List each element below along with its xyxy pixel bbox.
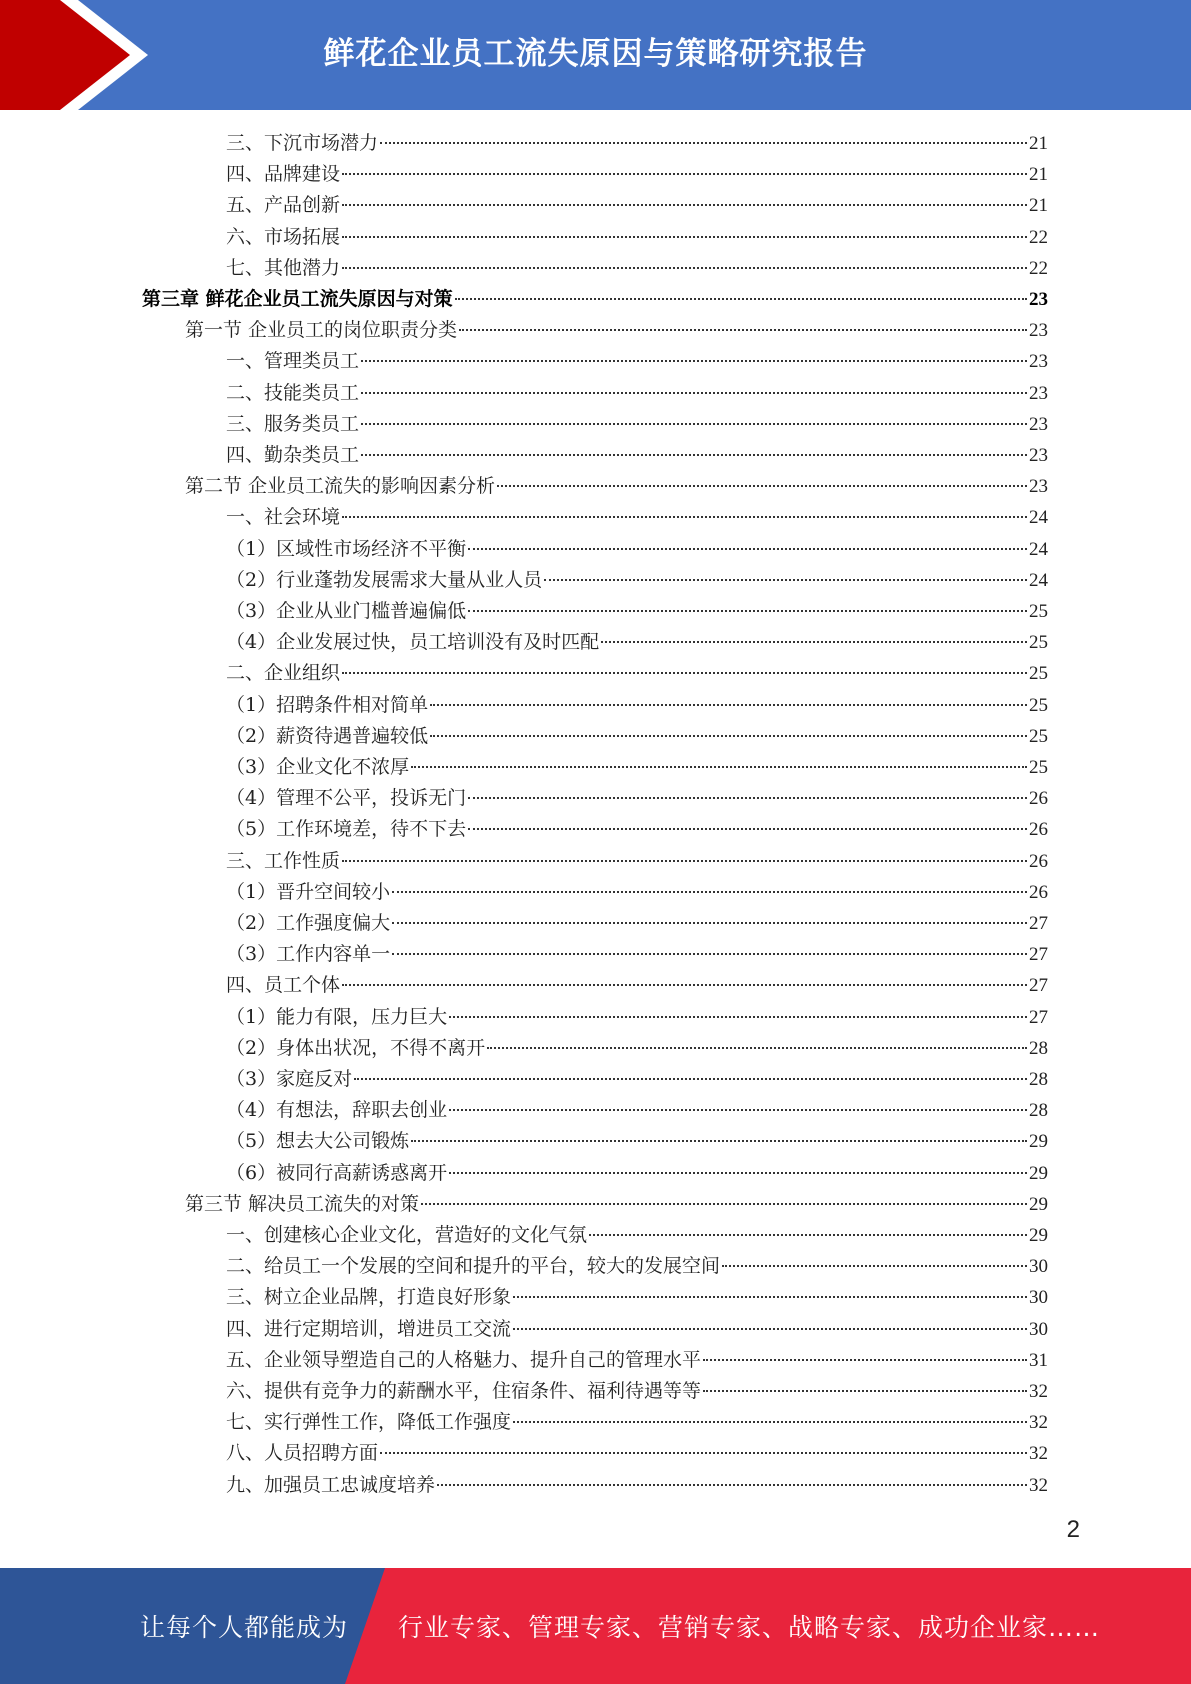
toc-entry-page: 32 (1029, 1412, 1048, 1434)
toc-dot-leader (361, 392, 1027, 394)
toc-dot-leader (342, 672, 1027, 674)
toc-entry[interactable] (226, 1438, 1048, 1469)
toc-entry[interactable] (226, 222, 1048, 253)
toc-entry[interactable] (226, 1407, 1048, 1438)
toc-dot-leader (392, 891, 1027, 893)
toc-entry-title: 四、勤杂类员工 (226, 444, 360, 466)
toc-dot-leader (342, 236, 1027, 238)
toc-dot-leader (342, 984, 1027, 986)
toc-entry-page: 23 (1029, 413, 1048, 435)
toc-dot-leader (342, 267, 1027, 269)
toc-entry-title: 第一节 企业员工的岗位职责分类 (185, 319, 458, 342)
toc-entry-title: 三、树立企业品牌，打造良好形象 (226, 1286, 512, 1309)
toc-entry-title: 六、提供有竞争力的薪酬水平，住宿条件、福利待遇等等 (226, 1380, 702, 1402)
toc-dot-leader (601, 641, 1027, 643)
toc-dot-leader (430, 704, 1027, 706)
toc-entry[interactable] (226, 1064, 1048, 1095)
toc-dot-leader (392, 922, 1027, 924)
toc-dot-leader (354, 1078, 1027, 1080)
toc-dot-leader (722, 1265, 1027, 1267)
toc-dot-leader (497, 485, 1027, 487)
toc-entry[interactable] (185, 1189, 1048, 1220)
toc-entry-title: （5）想去大公司锻炼 (226, 1130, 410, 1153)
toc-dot-leader (421, 1203, 1027, 1205)
toc-entry[interactable] (226, 814, 1048, 845)
toc-entry-page: 26 (1029, 881, 1048, 903)
toc-entry-page: 25 (1029, 601, 1048, 622)
page-header (0, 0, 1191, 110)
toc-dot-leader (513, 1421, 1027, 1423)
toc-entry[interactable] (226, 1158, 1048, 1189)
toc-entry-page: 32 (1029, 1443, 1048, 1465)
toc-entry-title: （3）企业文化不浓厚 (226, 756, 410, 778)
toc-entry[interactable] (226, 502, 1048, 533)
toc-entry-page: 25 (1029, 694, 1048, 716)
toc-entry[interactable] (226, 346, 1048, 377)
toc-dot-leader (703, 1359, 1027, 1361)
toc-dot-leader (455, 298, 1027, 300)
toc-dot-leader (468, 828, 1027, 830)
toc-entry[interactable] (226, 1376, 1048, 1407)
toc-entry-title: （4）有想法，辞职去创业 (226, 1099, 448, 1122)
toc-entry-title: （5）工作环境差，待不下去 (226, 818, 467, 841)
toc-entry[interactable] (226, 752, 1048, 783)
toc-entry[interactable] (226, 1251, 1048, 1282)
toc-entry-page: 23 (1029, 289, 1048, 310)
toc-dot-leader (342, 516, 1027, 518)
toc-entry-page: 25 (1029, 663, 1048, 685)
toc-entry-page: 29 (1029, 1225, 1048, 1246)
toc-entry-page: 25 (1029, 725, 1048, 747)
toc-entry-title: （3）工作内容单一 (226, 943, 391, 966)
toc-entry[interactable] (226, 1095, 1048, 1126)
toc-entry-title: 二、技能类员工 (226, 381, 360, 404)
document-title: 鲜花企业员工流失原因与策略研究报告 (323, 36, 868, 72)
toc-entry-page: 23 (1029, 351, 1048, 373)
toc-entry-title: 三、工作性质 (226, 849, 341, 872)
toc-entry-title: （3）企业从业门槛普遍偏低 (226, 600, 467, 622)
toc-entry[interactable] (226, 908, 1048, 939)
toc-entry-page: 25 (1029, 632, 1048, 654)
page-footer (0, 1568, 1191, 1684)
toc-entry-title: （4）企业发展过快，员工培训没有及时匹配 (226, 631, 600, 654)
toc-entry[interactable] (226, 1002, 1048, 1033)
toc-entry-page: 24 (1029, 569, 1048, 591)
toc-entry-title: （2）身体出状况，不得不离开 (226, 1036, 486, 1059)
toc-entry[interactable] (185, 315, 1048, 346)
toc-entry-page: 28 (1029, 1037, 1048, 1059)
toc-entry-title: 七、其他潜力 (226, 256, 341, 279)
toc-entry-title: 七、实行弹性工作，降低工作强度 (226, 1411, 512, 1434)
toc-entry-title: 一、社会环境 (226, 506, 341, 529)
toc-entry-title: 一、创建核心企业文化，营造好的文化气氛 (226, 1224, 588, 1246)
toc-entry[interactable] (226, 721, 1048, 752)
toc-entry-page: 25 (1029, 757, 1048, 778)
toc-entry[interactable] (226, 409, 1048, 440)
page-number: 2 (1066, 1516, 1080, 1543)
toc-dot-leader (589, 1234, 1027, 1236)
toc-dot-leader (380, 1452, 1027, 1454)
toc-dot-leader (411, 1140, 1027, 1142)
toc-entry-title: （3）家庭反对 (226, 1068, 353, 1090)
toc-entry-page: 27 (1029, 975, 1048, 997)
toc-entry-title: （2）工作强度偏大 (226, 912, 391, 934)
toc-dot-leader (449, 1172, 1027, 1174)
toc-entry[interactable] (185, 471, 1048, 502)
toc-entry[interactable] (226, 1470, 1048, 1501)
toc-entry[interactable] (226, 190, 1048, 221)
toc-entry[interactable] (226, 1314, 1048, 1345)
toc-entry-page: 30 (1029, 1318, 1048, 1340)
toc-entry-page: 24 (1029, 507, 1048, 529)
toc-entry-title: （2）薪资待遇普遍较低 (226, 724, 429, 747)
toc-entry-title: 五、企业领导塑造自己的人格魅力、提升自己的管理水平 (226, 1348, 702, 1371)
toc-dot-leader (468, 548, 1027, 550)
toc-entry-page: 22 (1029, 257, 1048, 279)
toc-entry[interactable] (226, 596, 1048, 627)
toc-entry-page: 28 (1029, 1069, 1048, 1090)
toc-dot-leader (449, 1016, 1027, 1018)
toc-entry-page: 26 (1029, 819, 1048, 841)
toc-entry-title: 第三节 解决员工流失的对策 (185, 1192, 420, 1215)
toc-dot-leader (361, 454, 1027, 456)
toc-entry-title: 一、管理类员工 (226, 350, 360, 373)
toc-entry-page: 31 (1029, 1349, 1048, 1371)
toc-entry-page: 29 (1029, 1193, 1048, 1215)
toc-dot-leader (513, 1328, 1027, 1330)
toc-entry-title: 第三章 鲜花企业员工流失原因与对策 (142, 288, 453, 310)
toc-entry-title: （2）行业蓬勃发展需求大量从业人员 (226, 568, 543, 591)
toc-entry-title: 九、加强员工忠诚度培养 (226, 1473, 436, 1496)
toc-dot-leader (513, 1296, 1027, 1298)
toc-entry-page: 23 (1029, 382, 1048, 404)
toc-entry[interactable] (226, 1220, 1048, 1251)
toc-entry[interactable] (226, 1126, 1048, 1157)
toc-dot-leader (361, 423, 1027, 425)
toc-dot-leader (703, 1390, 1027, 1392)
toc-entry-page: 29 (1029, 1131, 1048, 1153)
toc-entry-page: 21 (1029, 133, 1048, 154)
toc-entry[interactable] (226, 534, 1048, 565)
toc-entry-page: 21 (1029, 195, 1048, 217)
toc-entry-page: 30 (1029, 1256, 1048, 1278)
toc-entry[interactable] (226, 128, 1048, 159)
toc-entry[interactable] (226, 970, 1048, 1001)
toc-dot-leader (361, 360, 1027, 362)
toc-entry-title: 四、品牌建设 (226, 163, 341, 186)
toc-entry-title: （1）区域性市场经济不平衡 (226, 537, 467, 560)
toc-entry-page: 21 (1029, 164, 1048, 186)
toc-entry-title: 五、产品创新 (226, 194, 341, 217)
toc-entry[interactable] (226, 565, 1048, 596)
toc-entry-title: 二、企业组织 (226, 662, 341, 685)
toc-entry[interactable] (226, 1033, 1048, 1064)
toc-entry[interactable] (226, 440, 1048, 471)
toc-entry-title: 二、给员工一个发展的空间和提升的平台，较大的发展空间 (226, 1255, 721, 1278)
toc-entry[interactable] (226, 939, 1048, 970)
toc-entry[interactable] (226, 159, 1048, 190)
toc-entry-page: 22 (1029, 226, 1048, 248)
toc-entry-page: 28 (1029, 1100, 1048, 1122)
footer-slogan-right: 行业专家、管理专家、营销专家、战略专家、成功企业家…… (398, 1613, 1101, 1642)
toc-dot-leader (487, 1047, 1027, 1049)
toc-entry-title: 三、服务类员工 (226, 412, 360, 435)
toc-dot-leader (468, 797, 1027, 799)
toc-entry-title: （1）晋升空间较小 (226, 880, 391, 903)
toc-dot-leader (342, 173, 1027, 175)
toc-dot-leader (411, 766, 1027, 768)
toc-entry[interactable] (226, 658, 1048, 689)
toc-dot-leader (342, 860, 1027, 862)
toc-dot-leader (459, 329, 1027, 331)
toc-entry-page: 27 (1029, 1006, 1048, 1028)
toc-dot-leader (449, 1109, 1027, 1111)
toc-entry-page: 23 (1029, 445, 1048, 466)
toc-entry-title: 四、员工个体 (226, 974, 341, 997)
toc-entry-page: 32 (1029, 1474, 1048, 1496)
toc-entry[interactable] (226, 378, 1048, 409)
toc-entry-page: 26 (1029, 788, 1048, 810)
toc-entry-title: 三、下沉市场潜力 (226, 132, 379, 154)
toc-dot-leader (544, 579, 1027, 581)
toc-entry-title: 八、人员招聘方面 (226, 1442, 379, 1465)
toc-entry-title: 六、市场拓展 (226, 225, 341, 248)
footer-slogan-left: 让每个人都能成为 (140, 1613, 349, 1642)
toc-entry[interactable] (226, 1345, 1048, 1376)
toc-dot-leader (437, 1484, 1027, 1486)
toc-entry-title: （6）被同行高薪诱惑离开 (226, 1161, 448, 1184)
toc-entry-page: 23 (1029, 320, 1048, 342)
toc-entry-page: 23 (1029, 476, 1048, 498)
toc-entry-page: 26 (1029, 850, 1048, 872)
toc-entry[interactable] (226, 846, 1048, 877)
toc-entry[interactable] (226, 627, 1048, 658)
toc-entry-title: 第二节 企业员工流失的影响因素分析 (185, 475, 496, 498)
toc-entry-page: 29 (1029, 1162, 1048, 1184)
toc-entry-page: 24 (1029, 538, 1048, 560)
toc-entry[interactable] (226, 253, 1048, 284)
toc-entry-page: 30 (1029, 1287, 1048, 1309)
toc-entry-page: 32 (1029, 1381, 1048, 1402)
toc-entry-title: 四、进行定期培训，增进员工交流 (226, 1317, 512, 1340)
toc-entry[interactable] (226, 783, 1048, 814)
toc-dot-leader (380, 142, 1027, 144)
toc-entry[interactable] (226, 877, 1048, 908)
toc-entry-page: 27 (1029, 944, 1048, 966)
toc-entry-title: （1）招聘条件相对简单 (226, 693, 429, 716)
toc-dot-leader (468, 610, 1027, 612)
toc-dot-leader (342, 204, 1027, 206)
toc-entry[interactable] (142, 284, 1048, 315)
toc-entry-title: （4）管理不公平，投诉无门 (226, 787, 467, 810)
toc-entry-title: （1）能力有限，压力巨大 (226, 1005, 448, 1028)
toc-entry[interactable] (226, 1282, 1048, 1313)
toc-dot-leader (430, 735, 1027, 737)
toc-dot-leader (392, 953, 1027, 955)
toc-entry-page: 27 (1029, 913, 1048, 934)
toc-entry[interactable] (226, 690, 1048, 721)
